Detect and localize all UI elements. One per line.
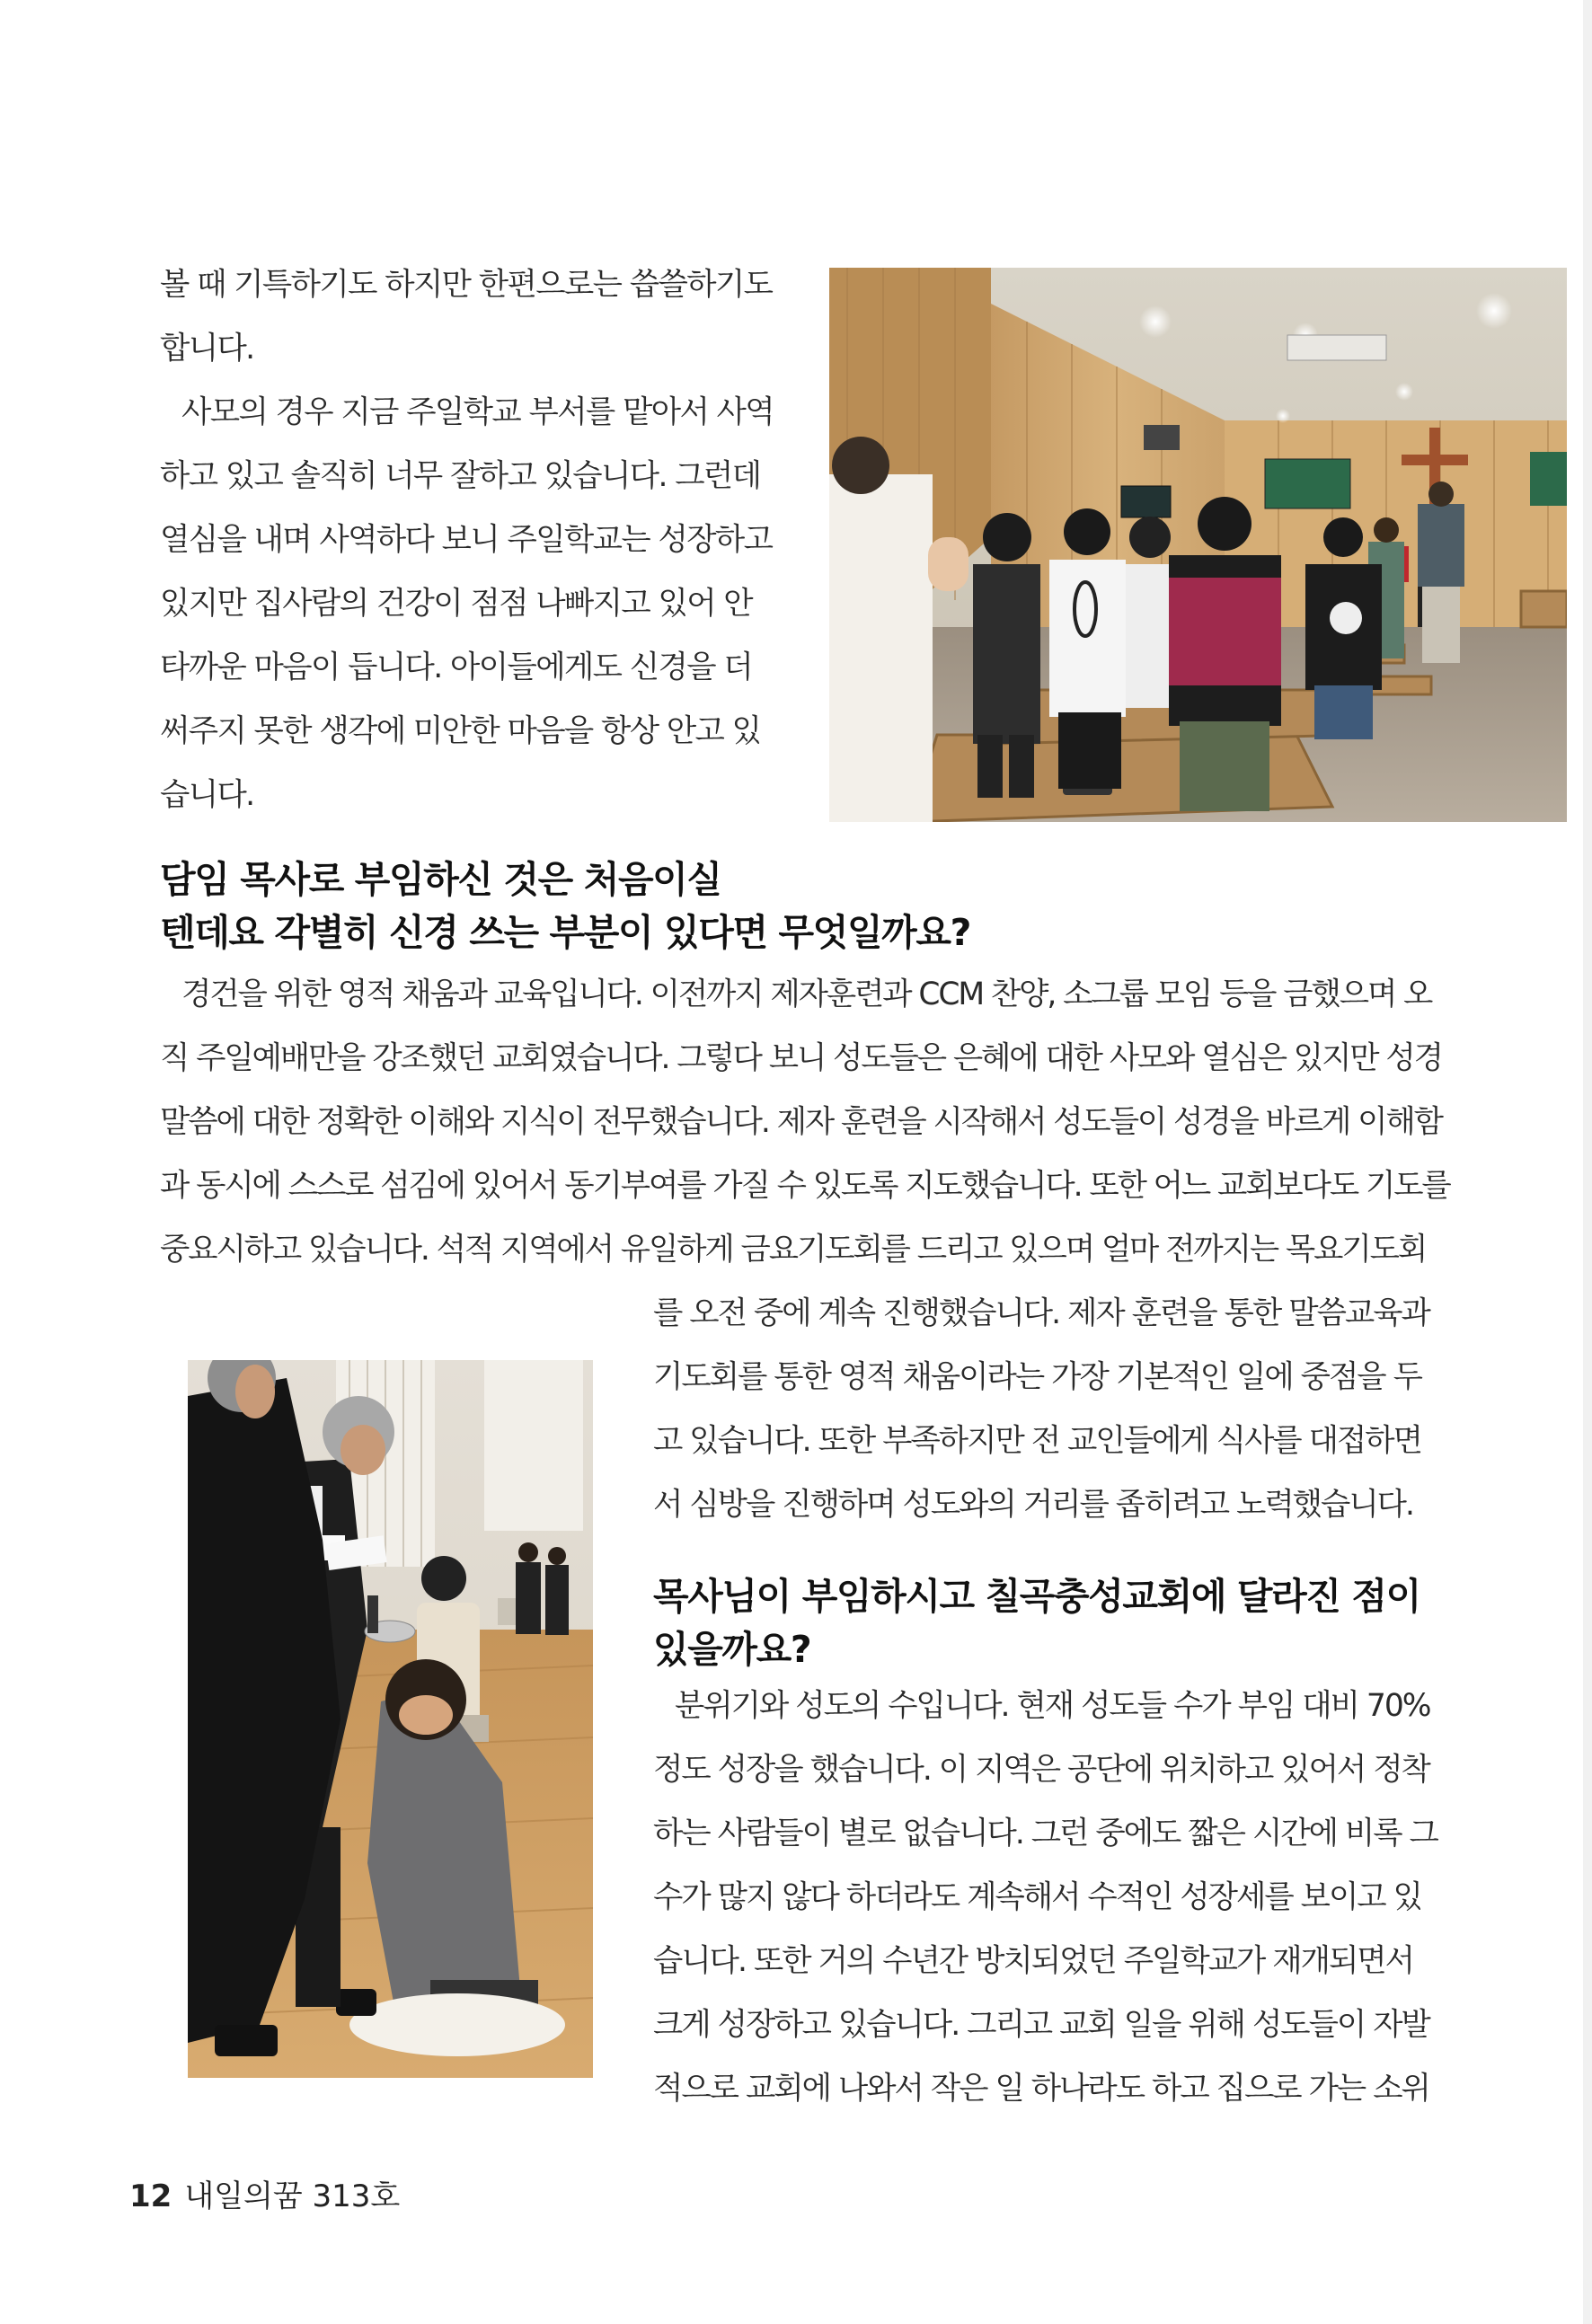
page-edge: [1583, 0, 1592, 2324]
text-line: 과 동시에 스스로 섬김에 있어서 동기부여를 가질 수 있도록 지도했습니다. 또한 어느 교회보다도 기도를: [160, 1168, 1450, 1204]
text-line: 기도회를 통한 영적 채움이라는 가장 기본적인 일에 중점을 두: [653, 1359, 1421, 1395]
section-body: [653, 1675, 1437, 2121]
top-paragraph: [160, 253, 774, 827]
text-line: 크게 성장하고 있습니다. 그리고 교회 일을 위해 성도들이 자발: [653, 2007, 1429, 2043]
text-line: 적으로 교회에 나와서 작은 일 하나라도 하고 집으로 가는 소위: [653, 2071, 1429, 2107]
text-line: 분위기와 성도의 수입니다. 현재 성도들 수가 부임 대비 70%: [675, 1688, 1430, 1724]
text-line: 서 심방을 진행하며 성도와의 거리를 좁히려고 노력했습니다.: [653, 1487, 1413, 1523]
text-line: 열심을 내며 사역하다 보니 주일학교는 성장하고: [160, 522, 773, 558]
heading-line: 텐데요 각별히 신경 쓰는 부분이 있다면 무엇일까요?: [160, 911, 970, 954]
text-line: 말씀에 대한 정확한 이해와 지식이 전무했습니다. 제자 훈련을 시작해서 성도들이 성경을 바르게 이해함: [160, 1104, 1442, 1140]
section-heading: [653, 1570, 1420, 1676]
page-number: 12: [129, 2178, 172, 2214]
text-line: 하는 사람들이 별로 없습니다. 그런 중에도 짧은 시간에 비록 그: [653, 1816, 1437, 1851]
section-body-continued: [653, 1282, 1429, 1537]
text-line: 를 오전 중에 계속 진행했습니다. 제자 훈련을 통한 말씀교육과: [653, 1295, 1429, 1331]
heading-line: 담임 목사로 부임하신 것은 처음이실: [160, 858, 721, 901]
text-line: 볼 때 기특하기도 하지만 한편으로는 씁쓸하기도: [160, 267, 773, 303]
text-line: 있지만 집사람의 건강이 점점 나빠지고 있어 안: [160, 586, 753, 622]
worship-service-photo: [829, 268, 1567, 822]
text-line: 써주지 못한 생각에 미안한 마음을 항상 안고 있: [160, 713, 761, 749]
text-line: 습니다. 또한 거의 수년간 방치되었던 주일학교가 재개되면서: [653, 1943, 1413, 1979]
text-line: 정도 성장을 했습니다. 이 지역은 공단에 위치하고 있어서 정착: [653, 1752, 1429, 1788]
heading-line: 있을까요?: [653, 1628, 811, 1671]
text-line: 고 있습니다. 또한 부족하지만 전 교인들에게 식사를 대접하면: [653, 1423, 1421, 1459]
text-line: 수가 많지 않다 하더라도 계속해서 수적인 성장세를 보이고 있: [653, 1879, 1421, 1915]
text-line: 사모의 경우 지금 주일학교 부서를 맡아서 사역: [181, 394, 774, 430]
text-line: 습니다.: [160, 777, 254, 813]
section-heading: [160, 853, 970, 959]
section-body: [160, 963, 1450, 1282]
text-line: 직 주일예배만을 강조했던 교회였습니다. 그렇다 보니 성도들은 은혜에 대한 사모와 열심은 있지만 성경: [160, 1040, 1442, 1076]
page-footer: [129, 2178, 400, 2214]
text-line: 중요시하고 있습니다. 석적 지역에서 유일하게 금요기도회를 드리고 있으며 얼마 전까지는 목요기도회: [160, 1232, 1427, 1268]
installation-ceremony-photo: [188, 1360, 593, 2078]
text-line: 경건을 위한 영적 채움과 교육입니다. 이전까지 제자훈련과 CCM 찬양, 소그룹 모임 등을 금했으며 오: [181, 976, 1432, 1012]
magazine-issue: 내일의꿈 313호: [184, 2178, 401, 2214]
heading-line: 목사님이 부임하시고 칠곡충성교회에 달라진 점이: [653, 1575, 1420, 1618]
text-line: 합니다.: [160, 331, 254, 367]
text-line: 타까운 마음이 듭니다. 아이들에게도 신경을 더: [160, 649, 753, 685]
text-line: 하고 있고 솔직히 너무 잘하고 있습니다. 그런데: [160, 458, 761, 494]
